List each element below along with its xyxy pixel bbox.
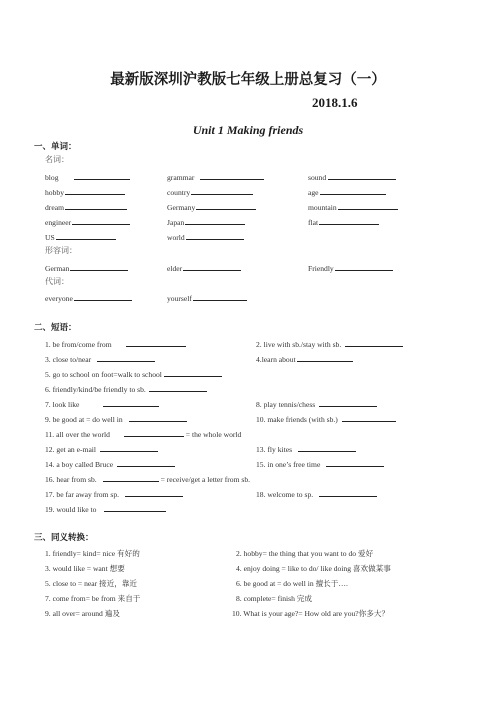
synonym-item: 3. would like = want 想要 xyxy=(45,564,125,573)
vocab-item: blog xyxy=(45,171,130,182)
phrase-item: 10. make friends (with sb.) xyxy=(256,413,396,424)
unit-title: Unit 1 Making friends xyxy=(192,123,304,137)
vocab-item: everyone xyxy=(45,292,132,303)
vocab-item: Japan xyxy=(167,216,245,227)
synonym-item: 4. enjoy doing = like to do/ like doing 喜欢做某事 xyxy=(236,564,391,573)
section-heading-synonyms: 三、同义转换： xyxy=(34,532,94,542)
vocab-item: grammar xyxy=(167,171,264,182)
phrase-item: 1. be from/come from xyxy=(45,338,186,349)
synonym-item: 1. friendly= kind= nice 有好的 xyxy=(45,549,140,558)
vocab-item: dream xyxy=(45,201,127,212)
phrase-item: 17. be far away from sp. xyxy=(45,488,183,499)
phrase-item: 19. would like to xyxy=(45,503,166,514)
vocab-item: elder xyxy=(167,262,241,273)
vocab-item: mountain xyxy=(308,201,398,212)
vocab-item: Friendly xyxy=(308,262,393,273)
adjectives-label: 形容词： xyxy=(45,246,77,255)
vocab-item: age xyxy=(308,186,386,197)
date: 2018.1.6 xyxy=(312,95,358,110)
section-heading-phrases: 二、短语： xyxy=(34,322,77,332)
phrase-item: 7. look like xyxy=(45,398,159,409)
synonym-item: 10. What is your age?= How old are you?你多大？ xyxy=(232,609,390,618)
synonym-item: 9. all over= around 遍及 xyxy=(45,609,120,618)
vocab-item: country xyxy=(167,186,253,197)
vocab-item: US xyxy=(45,231,116,242)
phrase-item: 2. live with sb./stay with sb. xyxy=(256,338,403,349)
page-title: 最新版深圳沪教版七年级上册总复习（一） xyxy=(110,72,386,88)
phrase-item: 14. a boy called Bruce xyxy=(45,458,175,469)
phrase-item: 5. go to school on foot=walk to school xyxy=(45,368,222,379)
vocab-item: sound xyxy=(308,171,396,182)
phrase-item: 11. all over the world = the whole world xyxy=(45,430,242,439)
phrase-item: 9. be good at = do well in xyxy=(45,413,187,424)
synonym-item: 5. close to = near 接近，靠近 xyxy=(45,579,138,588)
synonym-item: 6. be good at = do well in 擅长于…. xyxy=(236,579,348,588)
vocab-item: Germany xyxy=(167,201,256,212)
phrase-item: 13. fly kites xyxy=(256,443,356,454)
phrase-item: 15. in one’s free time xyxy=(256,458,384,469)
phrase-item: 8. play tennis/chess xyxy=(256,398,377,409)
nouns-label: 名词： xyxy=(45,155,69,164)
pronouns-label: 代词： xyxy=(45,277,69,286)
synonym-item: 8. complete= finish 完成 xyxy=(236,594,312,603)
vocab-item: yourself xyxy=(167,292,247,303)
phrase-item: 12. get an e-mail xyxy=(45,443,158,454)
phrase-item: 4.learn about xyxy=(256,353,353,364)
phrase-item: 18. welcome to sp. xyxy=(256,488,377,499)
vocab-item: world xyxy=(167,231,244,242)
vocab-item: engineer xyxy=(45,216,130,227)
synonym-item: 7. come from= be from 来自于 xyxy=(45,594,141,603)
synonym-item: 2. hobby= the thing that you want to do 爱好 xyxy=(236,549,374,558)
vocab-item: hobby xyxy=(45,186,125,197)
phrase-item: 6. friendly/kind/be friendly to sb. xyxy=(45,383,207,394)
vocab-item: flat xyxy=(308,216,379,227)
section-heading-vocab: 一、单词： xyxy=(34,141,77,151)
phrase-item: 16. hear from sb. = receive/get a letter from sb. xyxy=(45,475,251,484)
phrase-item: 3. close to/near xyxy=(45,353,155,364)
vocab-item: German xyxy=(45,262,128,273)
